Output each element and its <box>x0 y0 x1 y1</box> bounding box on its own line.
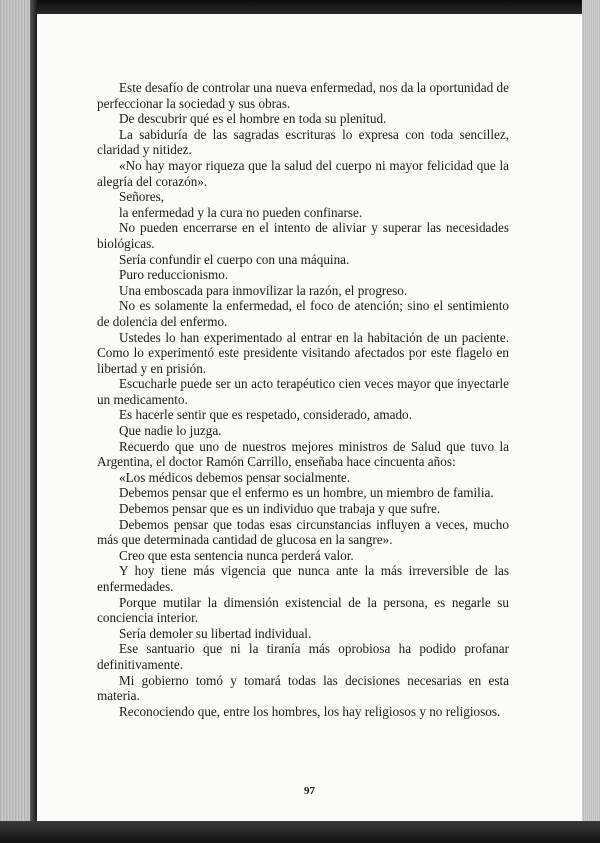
paragraph: No es solamente la enfermedad, el foco de atención; sino el sentimiento de dolencia del enfermo. <box>97 298 509 329</box>
paragraph: De descubrir qué es el hombre en toda su plenitud. <box>119 111 387 127</box>
paragraph: Mi gobierno tomó y tomará todas las decisiones necesarias en esta materia. <box>97 672 509 704</box>
paragraph: «Los médicos debemos pensar socialmente. <box>119 469 351 485</box>
paragraph: Ese santuario que ni la tiranía más oprobiosa ha podido profanar definitivamente. <box>97 641 509 672</box>
paragraph: Recuerdo que uno de nuestros mejores ministros de Salud que tuvo la Argentina, el doctor Ramón Carrillo, enseñaba hace cincuenta años: <box>97 438 509 470</box>
paragraph: Porque mutilar la dimensión existencial de la persona, es negarle su conciencia interior. <box>97 594 509 626</box>
paragraph: No pueden encerrarse en el intento de aliviar y superar las necesidades biológicas. <box>97 220 509 251</box>
paragraph: Debemos pensar que el enfermo es un hombre, un miembro de familia. <box>119 485 494 501</box>
paragraph: Y hoy tiene más vigencia que nunca ante la más irreversible de las enfermedades. <box>97 563 509 594</box>
page-number: 97 <box>304 785 315 797</box>
paragraph: Debemos pensar que es un individuo que trabaja y que sufre. <box>119 501 441 517</box>
scan-left-shadow <box>30 0 37 843</box>
paragraph: «No hay mayor riqueza que la salud del cuerpo ni mayor felicidad que la alegría del corazón». <box>97 157 509 189</box>
scan-top-border <box>0 0 600 14</box>
paragraph: Puro reduccionismo. <box>119 267 229 283</box>
scan-bottom-border <box>0 821 600 843</box>
paragraph: Sería confundir el cuerpo con una máquina. <box>119 251 350 267</box>
paragraph: Que nadie lo juzga. <box>119 423 222 439</box>
paragraph: Es hacerle sentir que es respetado, considerado, amado. <box>119 407 412 423</box>
paragraph: Creo que esta sentencia nunca perderá valor. <box>119 547 354 563</box>
paragraph: Este desafío de controlar una nueva enfermedad, nos da la oportunidad de perfeccionar la sociedad y sus obras. <box>97 80 509 111</box>
paragraph: Una emboscada para inmovilizar la razón, el progreso. <box>119 282 408 298</box>
paragraph: Señores, <box>119 189 165 205</box>
paragraph: La sabiduría de las sagradas escrituras lo expresa con toda sencillez, claridad y nitidez. <box>97 126 509 158</box>
body-text <box>97 80 509 719</box>
paragraph: Reconociendo que, entre los hombres, los hay religiosos y no religiosos. <box>119 703 501 719</box>
paragraph: Debemos pensar que todas esas circunstancias influyen a veces, mucho más que determinada cantidad de glucosa en la sangre». <box>97 516 509 548</box>
scan-binding-edge <box>0 0 34 843</box>
paragraph: Sería demoler su libertad individual. <box>119 625 312 641</box>
paragraph: Escucharle puede ser un acto terapéutico cien veces mayor que inyectarle un medicamento. <box>97 376 509 407</box>
scan-right-edge <box>582 0 600 843</box>
paragraph: Ustedes lo han experimentado al entrar en la habitación de un paciente. Como lo experimentó este presidente visitando afectados por este flagelo en libertad y en prisión. <box>97 329 509 376</box>
paragraph: la enfermedad y la cura no pueden confinarse. <box>119 204 363 220</box>
document-page <box>37 14 582 821</box>
